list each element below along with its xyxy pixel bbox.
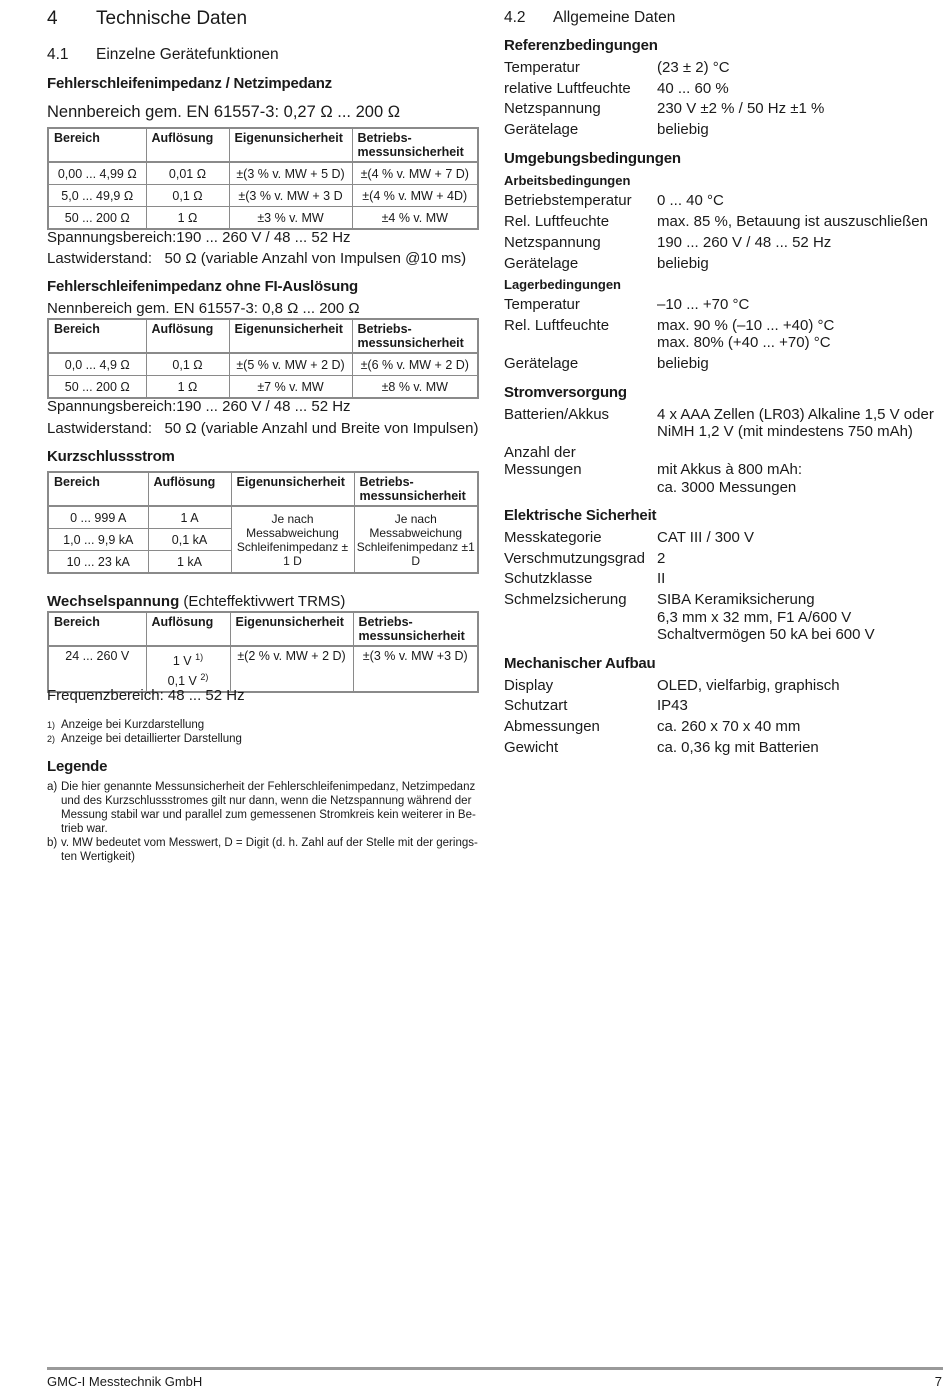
cell: 10 ... 23 kA: [48, 551, 148, 574]
merged-betrieb-cell: Je nach Messabweichung Schleifenimpedanz ±1 D: [354, 506, 478, 573]
cell: 50 ... 200 Ω: [48, 376, 146, 399]
cell: ±(6 % v. MW + 2 D): [352, 353, 478, 376]
work-heading: Arbeitsbedingungen: [504, 173, 631, 188]
merged-eigen-cell: Je nach Messabweichung Schleifenimpedanz ± 1 D: [231, 506, 354, 573]
block4-heading-bold: Wechselspannung: [47, 593, 180, 610]
header-bereich: Bereich: [48, 319, 146, 353]
cell: ±(4 % v. MW + 7 D): [352, 162, 478, 185]
block1-voltage: Spannungsbereich:190 ... 260 V / 48 ... 52 Hz: [47, 229, 351, 246]
cell: ±7 % v. MW: [229, 376, 352, 399]
cell: ±(2 % v. MW + 2 D): [230, 646, 353, 692]
header-bereich: Bereich: [48, 472, 148, 506]
section-title: 4 Technische Daten: [47, 8, 248, 29]
cell: ±(4 % v. MW + 4D): [352, 185, 478, 207]
cell: 1 Ω: [146, 207, 229, 230]
footer-divider: [47, 1367, 943, 1370]
table-row: [48, 185, 478, 207]
cell: 1 Ω: [146, 376, 229, 399]
block2-load: Lastwiderstand: 50 Ω (variable Anzahl und Breite von Impulsen): [47, 420, 479, 437]
ref-heading: Referenzbedingungen: [504, 37, 658, 54]
block4-table: [47, 611, 479, 693]
header-eigen: Eigenunsicherheit: [229, 319, 352, 353]
cell: 1 kA: [148, 551, 231, 574]
cell: 0,01 Ω: [146, 162, 229, 185]
cell: ±(3 % v. MW + 3 D: [229, 185, 352, 207]
header-bereich: Bereich: [48, 128, 146, 162]
table-row: [48, 353, 478, 376]
cell: ±(3 % v. MW + 5 D): [229, 162, 352, 185]
legend-heading: Legende: [47, 758, 108, 775]
block2-range: Nennbereich gem. EN 61557-3: 0,8 Ω ... 200 Ω: [47, 300, 360, 317]
header-bereich: Bereich: [48, 612, 146, 646]
cell: 0,0 ... 4,9 Ω: [48, 353, 146, 376]
safety-heading: Elektrische Sicherheit: [504, 507, 657, 524]
block2-table: [47, 318, 479, 399]
storage-heading: Lagerbedingungen: [504, 277, 621, 292]
block4-heading: [47, 593, 345, 610]
cell: ±(3 % v. MW +3 D): [353, 646, 478, 692]
cell: 0 ... 999 A: [48, 506, 148, 529]
table-row: [48, 162, 478, 185]
cell: 0,00 ... 4,99 Ω: [48, 162, 146, 185]
block3-heading: Kurzschlussstrom: [47, 448, 175, 465]
block1-load: Lastwiderstand: 50 Ω (variable Anzahl von Impulsen @10 ms): [47, 250, 467, 267]
cell: 1,0 ... 9,9 kA: [48, 529, 148, 551]
header-betrieb: Betriebs- messunsicherheit: [352, 128, 478, 162]
cell: ±(5 % v. MW + 2 D): [229, 353, 352, 376]
cell: 50 ... 200 Ω: [48, 207, 146, 230]
cell: 0,1 Ω: [146, 353, 229, 376]
table-row: [48, 207, 478, 230]
header-aufloesung: Auflösung: [146, 319, 229, 353]
subsection-title: 4.1 Einzelne Gerätefunktionen: [47, 46, 279, 63]
env-heading: Umgebungsbedingungen: [504, 150, 681, 167]
header-betrieb: Betriebs- messunsicherheit: [352, 319, 478, 353]
cell: ±4 % v. MW: [352, 207, 478, 230]
footer-company: GMC-I Messtechnik GmbH: [47, 1374, 203, 1389]
cell: ±3 % v. MW: [229, 207, 352, 230]
block2-voltage: Spannungsbereich:190 ... 260 V / 48 ... 52 Hz: [47, 398, 351, 415]
header-aufloesung: Auflösung: [146, 128, 229, 162]
cell: 0,1 Ω: [146, 185, 229, 207]
header-betrieb: Betriebs- messunsicherheit: [353, 612, 478, 646]
page-number: 7: [934, 1374, 942, 1389]
cell: 0,1 kA: [148, 529, 231, 551]
block1-table: [47, 127, 479, 230]
header-eigen: Eigenunsicherheit: [231, 472, 354, 506]
mech-heading: Mechanischer Aufbau: [504, 655, 656, 672]
footnote-2: 2) Anzeige bei detaillierter Darstellung: [47, 733, 242, 745]
cell: ±8 % v. MW: [352, 376, 478, 399]
block1-heading: Fehlerschleifenimpedanz / Netzimpedanz: [47, 75, 332, 92]
header-aufloesung: Auflösung: [148, 472, 231, 506]
header-eigen: Eigenunsicherheit: [229, 128, 352, 162]
block4-heading-rest: (Echteffektivwert TRMS): [179, 593, 346, 610]
subsection-title-2: 4.2 Allgemeine Daten: [504, 9, 676, 26]
table-row: [48, 646, 478, 692]
footnote-1: 1) Anzeige bei Kurzdarstellung: [47, 719, 205, 731]
block3-table: [47, 471, 479, 574]
power-heading: Stromversorgung: [504, 384, 627, 401]
block1-range: Nennbereich gem. EN 61557-3: 0,27 Ω ... 200 Ω: [47, 103, 401, 121]
header-eigen: Eigenunsicherheit: [230, 612, 353, 646]
table-row: [48, 506, 478, 529]
cell: 5,0 ... 49,9 Ω: [48, 185, 146, 207]
table-row: [48, 376, 478, 399]
cell: 1 A: [148, 506, 231, 529]
header-aufloesung: Auflösung: [146, 612, 230, 646]
block4-frequency: Frequenzbereich: 48 ... 52 Hz: [47, 687, 245, 704]
cell: 24 ... 260 V: [48, 646, 146, 692]
header-betrieb: Betriebs- messunsicherheit: [354, 472, 478, 506]
cell: 1 V $^{1)}$ 0,1 V $^{2)}$: [146, 646, 230, 692]
block2-heading: Fehlerschleifenimpedanz ohne FI-Auslösung: [47, 278, 359, 295]
